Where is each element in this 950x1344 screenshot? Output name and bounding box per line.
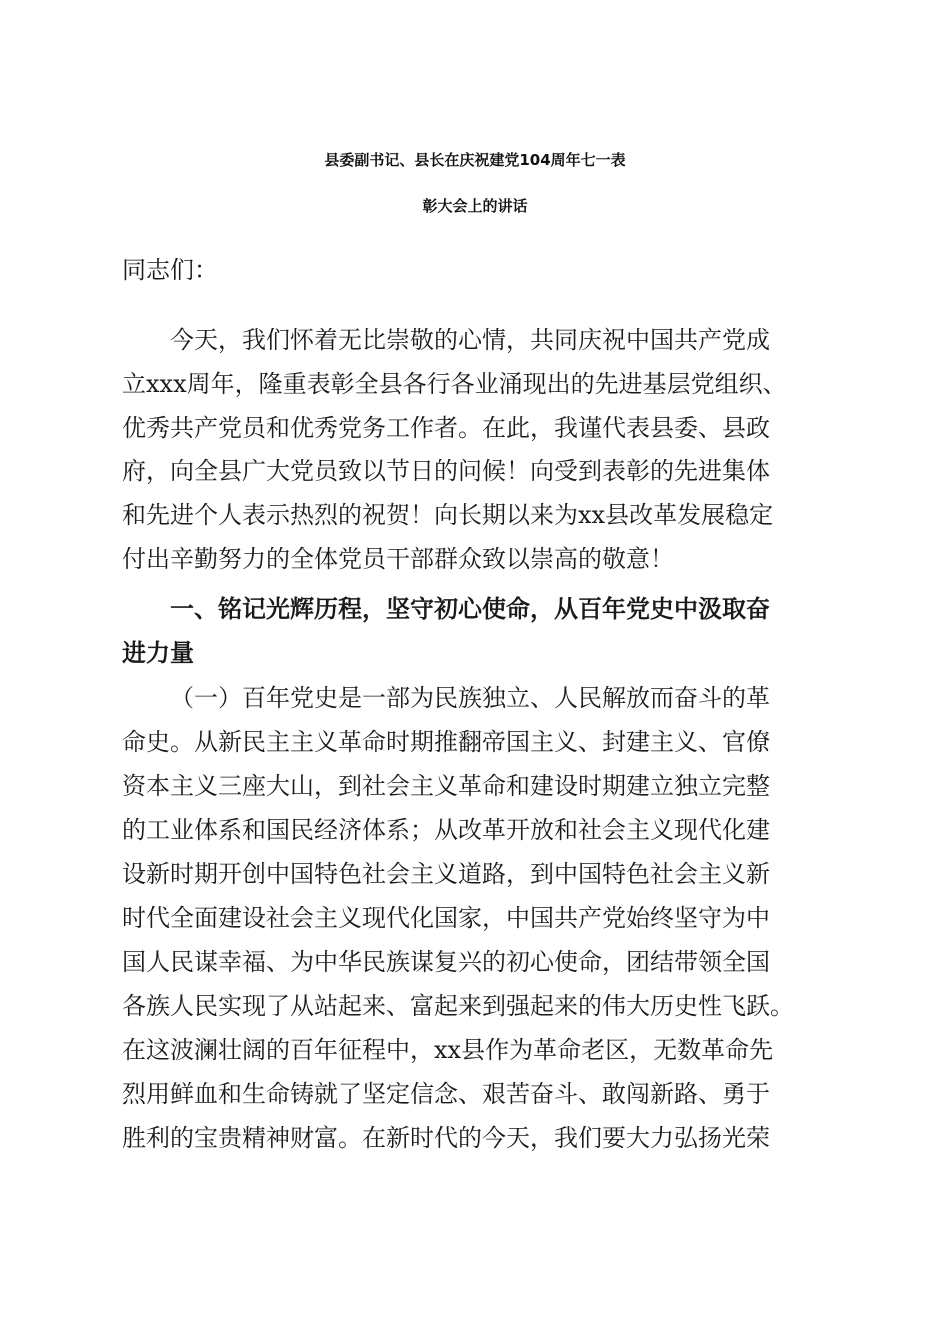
body-line: 时代全面建设社会主义现代化国家，中国共产党始终坚守为中 bbox=[122, 904, 770, 932]
intro-line: 和先进个人表示热烈的祝贺！向长期以来为xx县改革发展稳定 bbox=[122, 501, 774, 529]
body-line: （一）百年党史是一部为民族独立、人民解放而奋斗的革 bbox=[170, 684, 770, 712]
salutation: 同志们： bbox=[122, 256, 218, 284]
body-line: 设新时期开创中国特色社会主义道路，到中国特色社会主义新 bbox=[122, 860, 770, 888]
intro-line: 今天，我们怀着无比崇敬的心情，共同庆祝中国共产党成 bbox=[170, 326, 770, 354]
body-line: 各族人民实现了从站起来、富起来到强起来的伟大历史性飞跃。 bbox=[122, 992, 794, 1020]
section-heading-line: 进力量 bbox=[122, 639, 194, 667]
body-line: 国人民谋幸福、为中华民族谋复兴的初心使命，团结带领全国 bbox=[122, 948, 770, 976]
body-line: 命史。从新民主主义革命时期推翻帝国主义、封建主义、官僚 bbox=[122, 728, 770, 756]
body-line: 资本主义三座大山，到社会主义革命和建设时期建立独立完整 bbox=[122, 772, 770, 800]
intro-line: 优秀共产党员和优秀党务工作者。在此，我谨代表县委、县政 bbox=[122, 414, 770, 442]
intro-line: 府，向全县广大党员致以节日的问候！向受到表彰的先进集体 bbox=[122, 457, 770, 485]
intro-line: 立xxx周年，隆重表彰全县各行各业涌现出的先进基层党组织、 bbox=[122, 370, 787, 398]
section-heading-line: 一、铭记光辉历程，坚守初心使命，从百年党史中汲取奋 bbox=[170, 595, 770, 623]
body-line: 烈用鲜血和生命铸就了坚定信念、艰苦奋斗、敢闯新路、勇于 bbox=[122, 1080, 770, 1108]
title-line-2: 彰大会上的讲话 bbox=[422, 197, 528, 215]
body-line: 胜利的宝贵精神财富。在新时代的今天，我们要大力弘扬光荣 bbox=[122, 1124, 770, 1152]
title-line-1: 县委副书记、县长在庆祝建党104周年七一表 bbox=[324, 151, 626, 169]
body-line: 的工业体系和国民经济体系；从改革开放和社会主义现代化建 bbox=[122, 816, 770, 844]
body-line: 在这波澜壮阔的百年征程中，xx县作为革命老区，无数革命先 bbox=[122, 1036, 774, 1064]
intro-line: 付出辛勤努力的全体党员干部群众致以崇高的敬意！ bbox=[122, 545, 674, 573]
